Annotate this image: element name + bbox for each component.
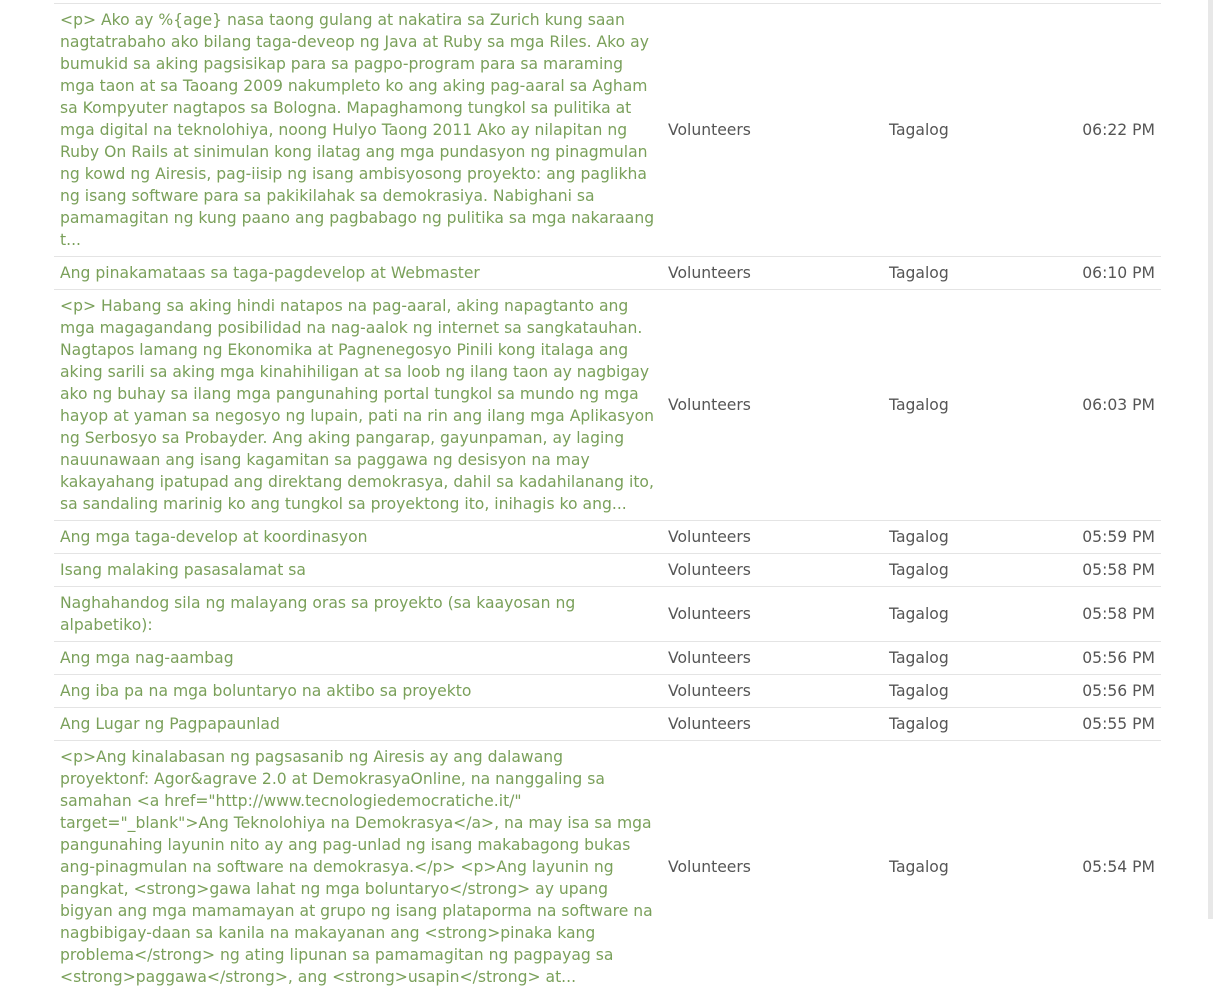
translation-text-cell xyxy=(54,675,662,708)
group-cell: Volunteers xyxy=(662,741,883,993)
table-row xyxy=(54,642,1161,675)
language-cell: Tagalog xyxy=(883,257,1043,290)
time-cell: 05:56 PM xyxy=(1043,675,1161,708)
group-cell: Volunteers xyxy=(662,554,883,587)
translation-text-cell xyxy=(54,741,662,993)
translation-text-link[interactable]: Ang pinakamataas sa taga-pagdevelop at Webmaster xyxy=(60,264,480,282)
group-cell: Volunteers xyxy=(662,675,883,708)
translation-text-link[interactable]: <p>Ang kinalabasan ng pagsasanib ng Airesis ay ang dalawang proyektonf: Agor&agrave 2.0 at DemokrasyaOnline, na nanggaling sa samahan <a href="http://www.tecnologiedemocratiche.it/" target="_blank">Ang Teknolohiya na Demokrasya</a>, na may isa sa mga pangunahing layunin nito ay ang pag-unlad ng isang makabagong bukas ang-pinagmulan na software na demokrasya.</p> <p>Ang layunin ng pangkat, <strong>gawa lahat ng mga boluntaryo</strong> ay upang bigyan ang mga mamamayan at grupo ng isang plataporma na software na nagbibigay-daan sa kanila na makayanan ang <strong>pinaka kang problema</strong> ng ating lipunan sa pamamagitan ng pagpayag sa <strong>paggawa</strong>, ang <strong>usapin</strong> at... xyxy=(60,748,658,986)
table-row xyxy=(54,4,1161,257)
translation-text-link[interactable]: Ang Lugar ng Pagpapaunlad xyxy=(60,715,280,733)
table-row xyxy=(54,257,1161,290)
table-row xyxy=(54,290,1161,521)
time-cell: 05:58 PM xyxy=(1043,554,1161,587)
group-cell: Volunteers xyxy=(662,4,883,257)
translation-text-cell xyxy=(54,708,662,741)
table-row xyxy=(54,554,1161,587)
time-cell: 05:55 PM xyxy=(1043,708,1161,741)
language-cell: Tagalog xyxy=(883,708,1043,741)
translation-text-link[interactable]: Ang mga nag-aambag xyxy=(60,649,234,667)
translation-text-link[interactable]: Ang mga taga-develop at koordinasyon xyxy=(60,528,368,546)
language-cell: Tagalog xyxy=(883,642,1043,675)
translation-text-link[interactable]: <p> Ako ay %{age} nasa taong gulang at nakatira sa Zurich kung saan nagtatrabaho ako bilang taga-deveop ng Java at Ruby sa mga Riles. Ako ay bumukid sa aking pagsisikap para sa pagpo-program para sa maraming mga taon at sa Taoang 2009 nakumpleto ko ang aking pag-aaral sa Agham sa Kompyuter nagtapos sa Bologna. Mapaghamong tungkol sa pulitika at mga digital na teknolohiya, noong Hulyo Taong 2011 Ako ay nilapitan ng Ruby On Rails at sinimulan kong ilatag ang mga pundasyon ng pinagmulan ng kowd ng Airesis, pag-iisip ng isang ambisyosong proyekto: ang paglikha ng isang software para sa pakikilahak sa demokrasiya. Nabighani sa pamamagitan ng kung paano ang pagbabago ng pulitika sa mga nakaraang t... xyxy=(60,11,659,249)
time-cell: 05:58 PM xyxy=(1043,587,1161,642)
translations-table xyxy=(54,3,1161,993)
table-row xyxy=(54,708,1161,741)
translation-text-cell xyxy=(54,587,662,642)
group-cell: Volunteers xyxy=(662,708,883,741)
translation-text-cell xyxy=(54,4,662,257)
time-cell: 05:56 PM xyxy=(1043,642,1161,675)
translation-text-link[interactable]: Naghahandog sila ng malayang oras sa proyekto (sa kaayosan ng alpabetiko): xyxy=(60,594,580,634)
table-row xyxy=(54,675,1161,708)
translation-text-cell xyxy=(54,257,662,290)
language-cell: Tagalog xyxy=(883,290,1043,521)
time-cell: 06:10 PM xyxy=(1043,257,1161,290)
scrollbar-track[interactable] xyxy=(1208,0,1213,919)
time-cell: 06:22 PM xyxy=(1043,4,1161,257)
group-cell: Volunteers xyxy=(662,521,883,554)
language-cell: Tagalog xyxy=(883,675,1043,708)
translation-text-link[interactable]: Isang malaking pasasalamat sa xyxy=(60,561,306,579)
language-cell: Tagalog xyxy=(883,741,1043,993)
table-row xyxy=(54,741,1161,993)
translation-text-link[interactable]: <p> Habang sa aking hindi natapos na pag-aaral, aking napagtanto ang mga magagandang posibilidad na nag-aalok ng internet sa sangkatauhan. Nagtapos lamang ng Ekonomika at Pagnenegosyo Pinili kong italaga ang aking sarili sa aking mga kinahihiligan at sa loob ng ilang taon ay nagbigay ako ng buhay sa ilang mga pangunahing portal tungkol sa mundo ng mga hayop at yaman sa negosyo ng lupain, pati na rin ang ilang mga Aplikasyon ng Serbosyo sa Probayder. Ang aking pangarap, gayunpaman, ay laging nauunawaan ang isang kagamitan sa paggawa ng desisyon na may kakayahang ipatupad ang direktang demokrasya, dahil sa kadahilanang ito, sa sandaling marinig ko ang tungkol sa proyektong ito, inihagis ko ang... xyxy=(60,297,659,513)
time-cell: 06:03 PM xyxy=(1043,290,1161,521)
language-cell: Tagalog xyxy=(883,587,1043,642)
translations-table-body xyxy=(54,4,1161,993)
translation-text-cell xyxy=(54,554,662,587)
group-cell: Volunteers xyxy=(662,642,883,675)
language-cell: Tagalog xyxy=(883,4,1043,257)
table-row xyxy=(54,587,1161,642)
language-cell: Tagalog xyxy=(883,521,1043,554)
group-cell: Volunteers xyxy=(662,257,883,290)
language-cell: Tagalog xyxy=(883,554,1043,587)
translation-text-cell xyxy=(54,642,662,675)
table-row xyxy=(54,521,1161,554)
group-cell: Volunteers xyxy=(662,290,883,521)
time-cell: 05:59 PM xyxy=(1043,521,1161,554)
translation-text-link[interactable]: Ang iba pa na mga boluntaryo na aktibo sa proyekto xyxy=(60,682,471,700)
time-cell: 05:54 PM xyxy=(1043,741,1161,993)
translation-text-cell xyxy=(54,521,662,554)
group-cell: Volunteers xyxy=(662,587,883,642)
translation-text-cell xyxy=(54,290,662,521)
